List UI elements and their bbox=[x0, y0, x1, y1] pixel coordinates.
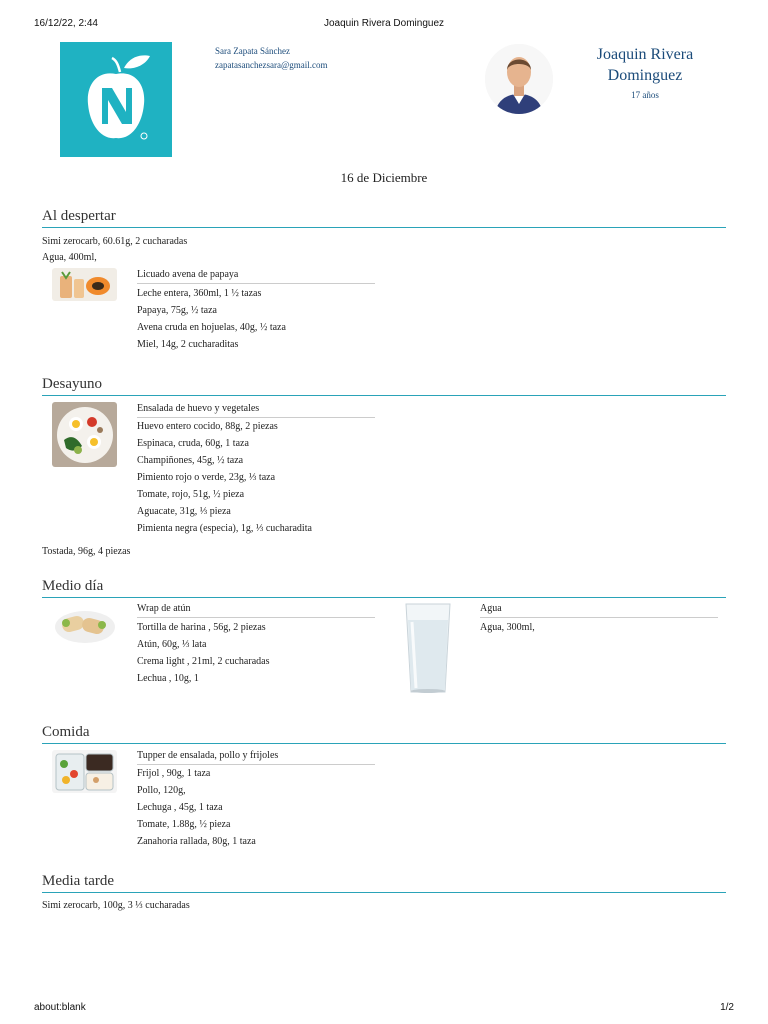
wrap-image bbox=[52, 603, 117, 645]
recipe-title: Wrap de atún bbox=[137, 603, 375, 618]
section-title-media-tarde: Media tarde bbox=[42, 873, 726, 893]
ingredient: Lechua , 10g, 1 bbox=[137, 673, 199, 684]
list-item: Tostada, 96g, 4 piezas bbox=[42, 546, 131, 557]
ingredient: Atún, 60g, ⅓ lata bbox=[137, 639, 207, 650]
ingredient: Miel, 14g, 2 cucharaditas bbox=[137, 339, 239, 350]
ingredient: Papaya, 75g, ½ taza bbox=[137, 305, 217, 316]
page-number: 1/2 bbox=[720, 1002, 734, 1013]
ingredient: Pollo, 120g, bbox=[137, 785, 186, 796]
ingredient: Tomate, rojo, 51g, ½ pieza bbox=[137, 489, 245, 500]
ingredient: Zanahoria rallada, 80g, 1 taza bbox=[137, 836, 256, 847]
list-item: Simi zerocarb, 100g, 3 ⅓ cucharadas bbox=[42, 900, 190, 911]
section-title-desayuno: Desayuno bbox=[42, 376, 726, 396]
patient-avatar bbox=[485, 44, 553, 114]
section-title-medio-dia: Medio día bbox=[42, 578, 726, 598]
ingredient: Leche entera, 360ml, 1 ½ tazas bbox=[137, 288, 262, 299]
list-item: Simi zerocarb, 60.61g, 2 cucharadas bbox=[42, 236, 188, 247]
recipe-title: Agua bbox=[480, 603, 718, 618]
ingredient: Avena cruda en hojuelas, 40g, ½ taza bbox=[137, 322, 286, 333]
ingredient: Tomate, 1.88g, ½ pieza bbox=[137, 819, 231, 830]
ingredient: Huevo entero cocido, 88g, 2 piezas bbox=[137, 421, 278, 432]
smoothie-image bbox=[52, 268, 117, 301]
section-title-comida: Comida bbox=[42, 724, 726, 744]
patient-name: Joaquin Rivera Dominguez bbox=[596, 46, 694, 84]
print-url: about:blank bbox=[34, 1002, 86, 1013]
water-glass-image bbox=[400, 600, 456, 696]
ingredient: Champiñones, 45g, ½ taza bbox=[137, 455, 244, 466]
ingredient: Espinaca, cruda, 60g, 1 taza bbox=[137, 438, 249, 449]
section-title-al-despertar: Al despertar bbox=[42, 208, 726, 228]
print-header bbox=[34, 18, 734, 32]
ingredient: Pimienta negra (especia), 1g, ⅓ cucharadita bbox=[137, 523, 312, 534]
ingredient: Pimiento rojo o verde, 23g, ⅓ taza bbox=[137, 472, 276, 483]
print-title: Joaquin Rivera Dominguez bbox=[323, 18, 445, 29]
recipe-title: Ensalada de huevo y vegetales bbox=[137, 403, 375, 418]
recipe-title: Tupper de ensalada, pollo y frijoles bbox=[137, 750, 375, 765]
nutrition-logo bbox=[60, 42, 172, 157]
ingredient: Agua, 300ml, bbox=[480, 622, 535, 633]
ingredient: Frijol , 90g, 1 taza bbox=[137, 768, 211, 779]
patient-info bbox=[585, 44, 705, 100]
patient-age: 17 años bbox=[631, 90, 659, 100]
print-date: 16/12/22, 2:44 bbox=[34, 18, 98, 29]
nutritionist-info bbox=[215, 44, 327, 72]
ingredient: Tortilla de harina , 56g, 2 piezas bbox=[137, 622, 266, 633]
ingredient: Lechuga , 45g, 1 taza bbox=[137, 802, 223, 813]
plan-day: 16 de Diciembre bbox=[340, 170, 428, 185]
recipe-title: Licuado avena de papaya bbox=[137, 269, 375, 284]
salad-image bbox=[52, 402, 117, 467]
tupper-image bbox=[52, 750, 117, 793]
nutritionist-email[interactable]: zapatasanchezsara@gmail.com bbox=[215, 60, 328, 70]
ingredient: Aguacate, 31g, ⅓ pieza bbox=[137, 506, 231, 517]
nutritionist-name: Sara Zapata Sánchez bbox=[215, 46, 290, 56]
ingredient: Crema light , 21ml, 2 cucharadas bbox=[137, 656, 270, 667]
list-item: Agua, 400ml, bbox=[42, 252, 97, 263]
